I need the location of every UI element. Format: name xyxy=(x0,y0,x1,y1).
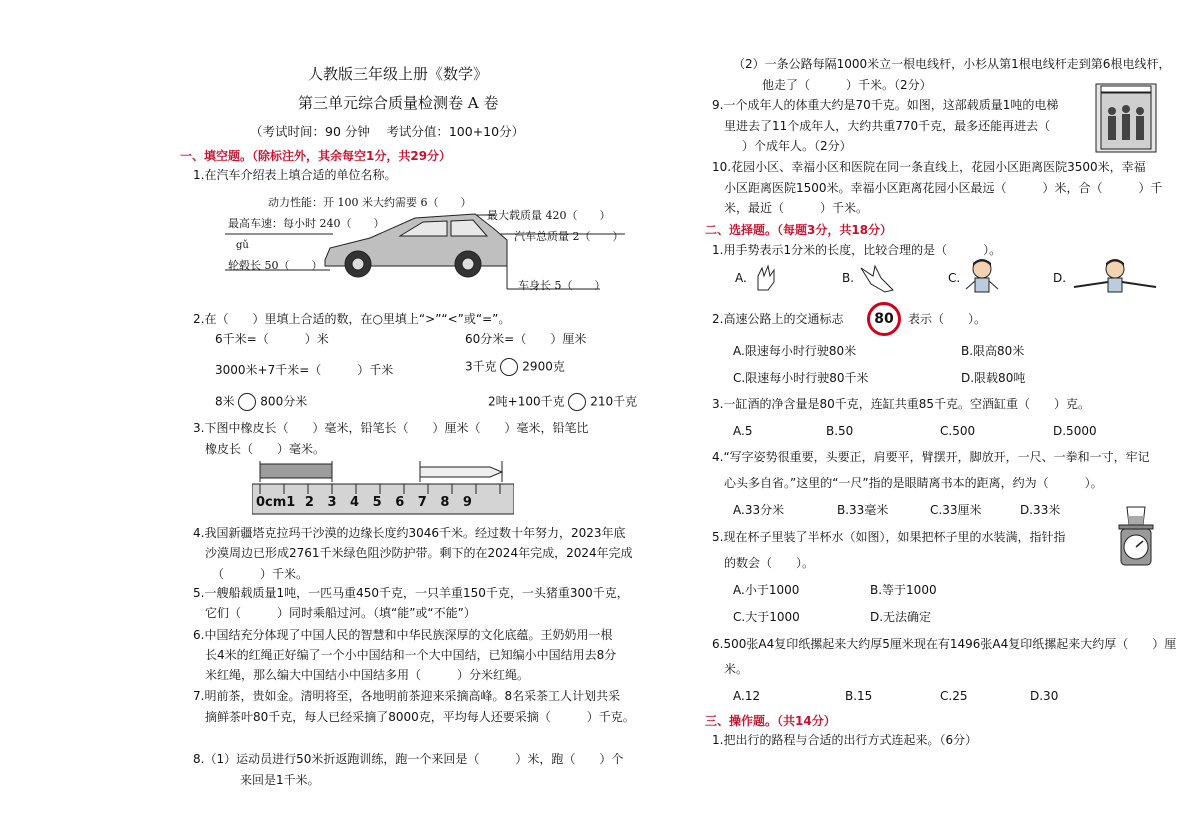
choice-1-option-b[interactable]: B. xyxy=(842,271,855,285)
hand-gesture-a-icon xyxy=(752,262,782,294)
q2-item-a: 6千米=（ ）米 xyxy=(215,332,329,346)
ruler-tick-label: 7 xyxy=(417,495,427,510)
question-10-line3: 米，最近（ ）千米。 xyxy=(724,201,869,215)
choice-3-option-a[interactable]: A.5 xyxy=(733,424,753,438)
choice-6-line1: 6.500张A4复印纸摞起来大约厚5厘米现在有1496张A4复印纸摞起来大约厚（ ）厘 xyxy=(712,637,1177,651)
compare-circle[interactable] xyxy=(238,393,256,411)
q2-d-left: 3千克 xyxy=(465,359,497,374)
ruler-tick-label: 0cm1 xyxy=(256,495,296,510)
ruler-tick-label: 3 xyxy=(327,495,337,510)
choice-4-option-d[interactable]: D.33米 xyxy=(1020,503,1061,517)
compare-circle[interactable] xyxy=(568,393,586,411)
question-8-part2-line2: 他走了（ ）千米。（2分） xyxy=(762,78,932,92)
car-length-label: 车身长 5（ ） xyxy=(518,279,606,292)
hand-gesture-b-icon xyxy=(857,260,897,296)
q2-item-d xyxy=(465,358,565,376)
car-power-label: 动力性能：开 100 米大约需要 6（ ） xyxy=(268,196,472,209)
page-title: 人教版三年级上册《数学》 xyxy=(308,65,489,83)
question-7-line2: 摘鲜茶叶80千克，每人已经采摘了8000克，平均每人还要采摘（ ）千克。 xyxy=(205,710,635,724)
choice-6-option-b[interactable]: B.15 xyxy=(845,689,873,703)
ruler-tick-label: 4 xyxy=(350,495,360,510)
question-3-line2: 橡皮长（ ）毫米。 xyxy=(205,442,326,456)
car-maxspeed-label: 最高车速：每小时 240（ ） xyxy=(228,217,385,230)
q2-f-left: 2吨+100千克 xyxy=(488,394,565,409)
car-maxload-label: 最大载质量 420（ ） xyxy=(487,209,611,222)
ruler-labels xyxy=(256,495,472,510)
elevator-image xyxy=(1095,83,1157,153)
speed-limit-sign-icon: 80 xyxy=(867,302,901,336)
question-5-line2: 它们（ ）同时乘船过河。（填“能”或“不能”） xyxy=(205,606,476,620)
question-10-line1: 10.花园小区、幸福小区和医院在同一条直线上，花园小区距离医院3500米，幸福 xyxy=(712,160,1146,174)
choice-3: 3.一缸酒的净含量是80千克，连缸共重85千克。空酒缸重（ ）克。 xyxy=(712,397,1090,411)
question-6-line3: 米红绳，那么编大中国结小中国结多用（ ）分米红绳。 xyxy=(205,668,530,682)
choice-1-option-d[interactable]: D. xyxy=(1053,271,1067,285)
choice-5-option-a[interactable]: A.小于1000 xyxy=(733,583,800,597)
compare-circle[interactable] xyxy=(500,358,518,376)
choice-6-option-d[interactable]: D.30 xyxy=(1030,689,1059,703)
question-7-line1: 7.明前茶，贵如金。清明将至，各地明前茶迎来采摘高峰。8名采茶工人计划共采 xyxy=(193,689,621,703)
choice-5-line1: 5.现在杯子里装了半杯水（如图），如果把杯子里的水装满，指针指 xyxy=(712,530,1066,544)
choice-1: 1.用手势表示1分米的长度，比较合理的是（ ）。 xyxy=(712,243,1002,257)
choice-2-option-b[interactable]: B.限高80米 xyxy=(961,344,1025,358)
choice-4-line2: 心头多自省。”这里的“一尺”指的是眼睛离书本的距离，约为（ ）。 xyxy=(724,476,1103,490)
q2-item-e xyxy=(215,393,307,411)
question-3-line1: 3.下图中橡皮长（ ）毫米，铅笔长（ ）厘米（ ）毫米，铅笔比 xyxy=(193,421,589,435)
q2-d-right: 2900克 xyxy=(522,359,565,374)
choice-2-option-c[interactable]: C.限速每小时行驶80千米 xyxy=(733,371,869,385)
choice-3-option-c[interactable]: C.500 xyxy=(940,424,976,438)
question-8-line1: 8.（1）运动员进行50米折返跑训练，跑一个来回是（ ）米，跑（ ）个 xyxy=(193,752,624,766)
choice-4-option-b[interactable]: B.33毫米 xyxy=(837,503,889,517)
choice-4-line1: 4.“写字姿势很重要，头要正，肩要平，臂摆开，脚放开，一尺、一拳和一寸，牢记 xyxy=(712,450,1150,464)
question-9-line3: ）个成年人。（2分） xyxy=(742,139,852,153)
ruler-tick-label: 9 xyxy=(462,495,472,510)
choice-5-option-d[interactable]: D.无法确定 xyxy=(870,610,932,624)
choice-5-option-c[interactable]: C.大于1000 xyxy=(733,610,800,624)
section-2-heading: 二、选择题。（每题3分，共18分） xyxy=(705,223,893,237)
child-gesture-c-icon xyxy=(962,257,1002,297)
choice-1-option-a[interactable]: A. xyxy=(735,271,747,285)
section-1-heading: 一、填空题。（除标注外，其余每空1分，共29分） xyxy=(180,149,452,163)
ruler-tick-label: 5 xyxy=(372,495,382,510)
choice-1-option-c[interactable]: C. xyxy=(948,271,961,285)
q2-f-right: 210千克 xyxy=(590,394,638,409)
question-1: 1.在汽车介绍表上填合适的单位名称。 xyxy=(193,168,397,182)
question-4-line3: （ ）千米。 xyxy=(212,567,309,581)
ruler-tick-label: 6 xyxy=(395,495,405,510)
choice-5-option-b[interactable]: B.等于1000 xyxy=(870,583,937,597)
question-6-line2: 长4米的红绳正好编了一个小中国结和一个大中国结，已知编小中国结用去8分 xyxy=(205,648,617,662)
choice-3-option-d[interactable]: D.5000 xyxy=(1053,424,1097,438)
question-6-line1: 6.中国结充分体现了中国人民的智慧和中华民族深厚的文化底蕴。王奶奶用一根 xyxy=(193,628,613,642)
q2-e-right: 800分米 xyxy=(260,394,308,409)
q2-item-b: 60分米=（ ）厘米 xyxy=(465,332,587,346)
exam-info: （考试时间：90 分钟 考试分值：100+10分） xyxy=(250,124,525,139)
question-4-line2: 沙漠周边已形成2761千米绿色阻沙防护带。剩下的在2024年完成，2024年完成 xyxy=(205,546,633,560)
choice-4-option-c[interactable]: C.33厘米 xyxy=(930,503,982,517)
car-totalmass-label: 汽车总质量 2（ ） xyxy=(514,230,624,243)
choice-6-option-c[interactable]: C.25 xyxy=(940,689,968,703)
question-10-line2: 小区距离医院1500米。幸福小区距离花园小区最远（ ）米，合（ ）千 xyxy=(724,181,1163,195)
choice-2-text-end: 表示（ ）。 xyxy=(908,312,987,326)
choice-6-line2: 米。 xyxy=(724,662,749,676)
choice-2-option-a[interactable]: A.限速每小时行驶80米 xyxy=(733,344,857,358)
q2-e-left: 8米 xyxy=(215,394,235,409)
choice-2-option-d[interactable]: D.限载80吨 xyxy=(961,371,1026,385)
question-5-line1: 5.一艘船载质量1吨，一匹马重450千克，一只羊重150千克，一头猪重300千克， xyxy=(193,586,629,600)
question-8-line2: 来回是1千米。 xyxy=(240,773,320,787)
question-4-line1: 4.我国新疆塔克拉玛干沙漠的边缘长度约3046千米。经过数十年努力，2023年底 xyxy=(193,526,626,540)
scale-with-cup-image xyxy=(1115,505,1157,567)
car-wheelbase-label: 轮毂长 50（ ） xyxy=(228,259,323,272)
choice-3-option-b[interactable]: B.50 xyxy=(826,424,854,438)
section-3-heading: 三、操作题。（共14分） xyxy=(705,714,836,728)
car-pinyin-label: gǔ xyxy=(236,240,249,251)
question-2: 2.在（ ）里填上合适的数，在○里填上“>”“<”或“=”。 xyxy=(193,312,511,326)
choice-4-option-a[interactable]: A.33分米 xyxy=(733,503,785,517)
choice-6-option-a[interactable]: A.12 xyxy=(733,689,761,703)
question-9-line2: 里进去了11个成年人，大约共重770千克，最多还能再进去（ xyxy=(724,119,1051,133)
choice-5-line2: 的数会（ ）。 xyxy=(724,556,815,570)
choice-2-text: 2.高速公路上的交通标志 xyxy=(712,312,844,326)
ruler-tick-label: 2 xyxy=(304,495,314,510)
child-gesture-d-icon xyxy=(1070,257,1160,297)
ruler-tick-label: 8 xyxy=(440,495,450,510)
question-8-part2-line1: （2）一条公路每隔1000米立一根电线杆，小杉从第1根电线杆走到第6根电线杆， xyxy=(733,57,1171,71)
q2-item-c: 3000米+7千米=（ ）千米 xyxy=(215,363,394,377)
operation-1: 1.把出行的路程与合适的出行方式连起来。（6分） xyxy=(712,733,978,747)
page-subtitle: 第三单元综合质量检测卷 A 卷 xyxy=(298,94,499,112)
q2-item-f xyxy=(488,393,637,411)
question-9-line1: 9.一个成年人的体重大约是70千克。如图，这部载质量1吨的电梯 xyxy=(712,98,1059,112)
